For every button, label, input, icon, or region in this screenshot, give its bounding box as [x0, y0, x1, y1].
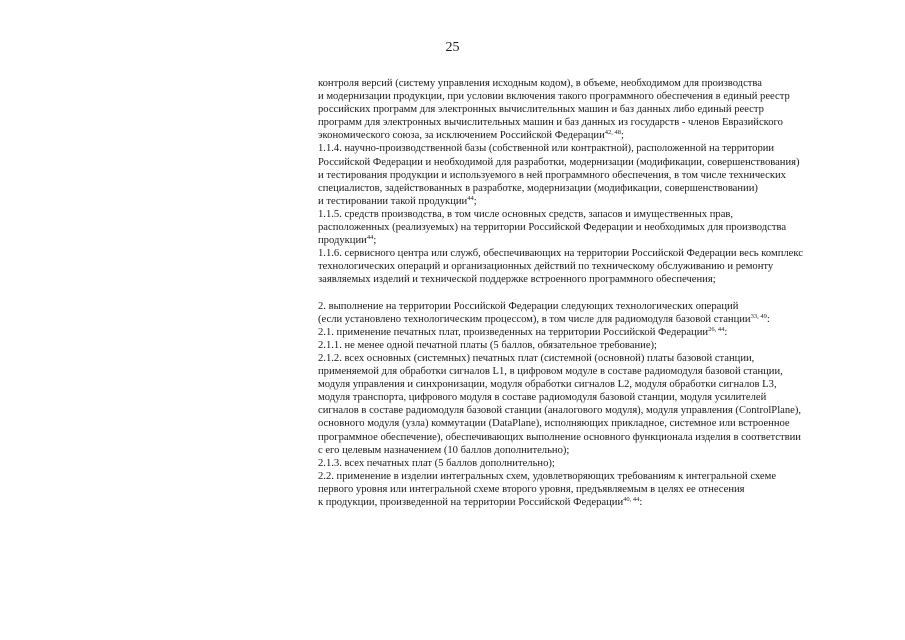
text-line	[318, 313, 878, 326]
line-text: (если установлено технологическим процессом), в том числе для радиомодуля базовой станции	[318, 313, 751, 325]
text-line: сигналов в составе радиомодуля базовой станции (аналогового модуля), модуля управления (ControlPlane),	[318, 405, 802, 417]
text-line: российских программ для электронных вычислительных машин и баз данных либо единый реестр	[318, 104, 764, 116]
line-end: :	[766, 313, 770, 325]
text-line: 1.1.6. сервисного центра или служб, обеспечивающих на территории Российской Федерации весь комплекс	[318, 248, 803, 260]
text-line: расположенных (реализуемых) на территории Российской Федерации и необходимых для производства	[318, 222, 787, 234]
line-text: продукции	[318, 235, 367, 247]
footnote-ref: 26, 44	[708, 325, 725, 333]
line-text: и тестировании такой продукции	[318, 195, 468, 207]
page-number: 25	[445, 40, 460, 55]
text-line: модуля транспорта, цифрового модуля в составе радиомодуля базовой станции, модуля усилителей	[318, 392, 767, 404]
paragraph-gap	[318, 287, 878, 300]
line-end: :	[724, 326, 728, 338]
line-end: ;	[373, 235, 377, 247]
footnote-ref: 40, 44	[623, 496, 640, 503]
line-end: ;	[473, 195, 477, 207]
text-line: 2.2. применение в изделии интегральных схем, удовлетворяющих требованиям к интегральной схеме	[318, 470, 777, 482]
text-line: контроля версий (систему управления исходным кодом), в объеме, необходимом для производства	[318, 78, 762, 89]
footnote-ref: 33, 49	[750, 312, 767, 320]
line-end: :	[639, 497, 643, 508]
text-line: и тестирования продукции и используемого в ней программного обеспечения, в том числе технических	[318, 169, 786, 181]
text-line: с его целевым назначением (10 баллов дополнительно);	[318, 444, 570, 456]
footnote-ref: 44	[366, 234, 374, 242]
text-line: модуля управления и синхронизации, модуля обработки сигналов L2, модуля обработки сигналов L3,	[318, 379, 777, 391]
text-line	[318, 496, 878, 509]
text-line: технологических операций и организационных действий по техническому обслуживанию и ремонту	[318, 261, 774, 273]
text-line: применяемой для обработки сигналов L1, в цифровом модуле в составе радиомодуля базовой станции,	[318, 366, 783, 378]
text-line: 1.1.5. средств производства, в том числе основных средств, запасов и имущественных прав,	[318, 208, 734, 220]
text-line: 2. выполнение на территории Российской Федерации следующих технологических операций	[318, 300, 739, 312]
text-line	[318, 326, 878, 339]
document-body	[318, 77, 878, 509]
line-text: 2.1. применение печатных плат, произведенных на территории Российской Федерации	[318, 326, 709, 338]
line-text: к продукции, произведенной на территории Российской Федерации	[318, 497, 624, 508]
text-line: Российской Федерации и необходимой для разработки, модернизации (модификации, совершенствования)	[318, 156, 800, 168]
text-line: 2.1.2. всех основных (системных) печатных плат (системной (основной) платы базовой станции,	[318, 352, 755, 364]
text-line: основного модуля (узла) коммутации (DataPlane), исполняющих прикладное, системное или встроенное	[318, 418, 790, 430]
text-line: 2.1.1. не менее одной печатной платы (5 баллов, обязательное требование);	[318, 339, 658, 351]
line-end: ;	[621, 130, 624, 142]
text-line: заявляемых изделий и технической поддержке встроенного программного обеспечения;	[318, 274, 716, 286]
text-line	[318, 195, 878, 208]
text-line: первого уровня или интегральной схеме второго уровня, предъявляемым в целях ее отнесения	[318, 483, 745, 495]
text-line: и модернизации продукции, при условии включения такого программного обеспечения в единый реестр	[318, 91, 790, 103]
text-line: 1.1.4. научно-производственной базы (собственной или контрактной), расположенной на территории	[318, 143, 775, 155]
text-line	[318, 129, 878, 142]
text-line: 2.1.3. всех печатных плат (5 баллов дополнительно);	[318, 457, 555, 469]
text-line: специалистов, задействованных в разработке, модернизации (модификации, совершенствовании)	[318, 182, 758, 194]
text-line	[318, 234, 878, 247]
footnote-ref: 44	[467, 194, 474, 202]
line-text: экономического союза, за исключением Российской Федерации	[318, 130, 605, 142]
footnote-ref: 42, 48	[604, 129, 622, 137]
text-line: программное обеспечение), обеспечивающих выполнение основного функционала изделия в соответствии	[318, 431, 801, 443]
text-line: программ для электронных вычислительных машин и баз данных из государств - членов Евразийского	[318, 117, 783, 129]
